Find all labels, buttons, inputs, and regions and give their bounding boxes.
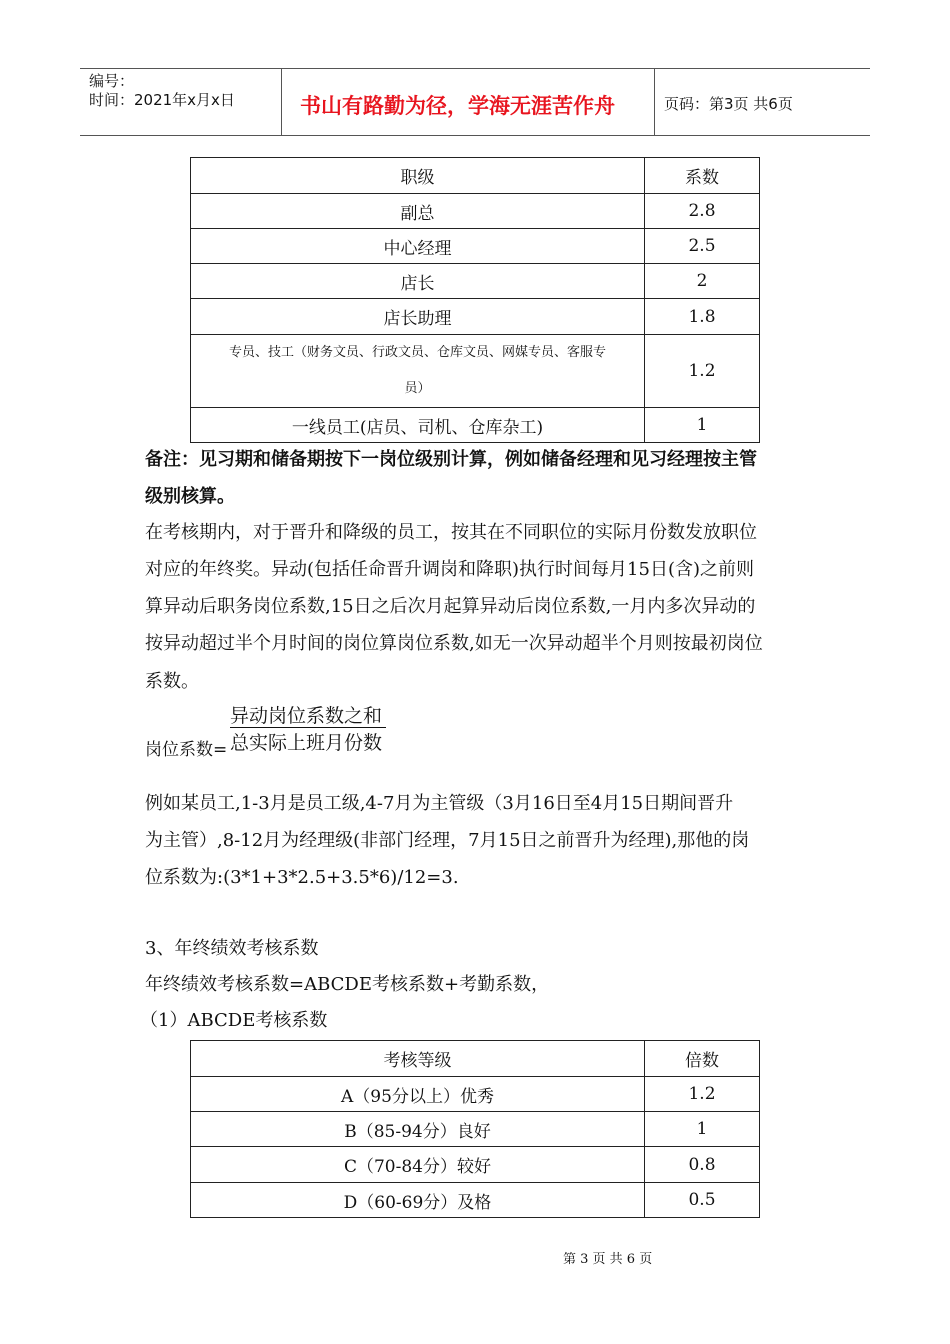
table-row: [191, 194, 760, 229]
paragraph-line: 对应的年终奖。异动(包括任命晋升调岗和降职)执行时间每月15日(含)之前则: [145, 559, 754, 580]
cell: 2.5: [645, 229, 760, 264]
table-header: 职级: [191, 158, 645, 194]
cell: C（70-84分）较好: [191, 1147, 645, 1183]
note-line: 备注：见习期和储备期按下一岗位级别计算，例如储备经理和见习经理按主管: [145, 449, 757, 470]
table-row: [191, 1183, 760, 1218]
section-formula: 年终绩效考核系数=ABCDE考核系数+考勤系数，: [145, 974, 550, 995]
example-line: 位系数为:(3*1+3*2.5+3.5*6)/12=3.: [145, 867, 459, 888]
cell: 0.8: [645, 1147, 760, 1183]
doc-number-label: 编号：: [89, 72, 135, 90]
paragraph-line: 系数。: [145, 671, 199, 692]
note-line: 级别核算。: [145, 486, 235, 507]
subsection-title: （1）ABCDE考核系数: [140, 1010, 328, 1031]
paragraph-line: 算异动后职务岗位系数,15日之后次月起算异动后岗位系数,一月内多次异动的: [145, 596, 756, 617]
header-divider: [281, 68, 282, 135]
table-row: [191, 408, 760, 443]
header-top-rule: [80, 68, 870, 69]
table-row: [191, 335, 760, 408]
paragraph-line: 在考核期内，对于晋升和降级的员工，按其在不同职位的实际月份数发放职位: [145, 522, 757, 543]
table-row: [191, 1077, 760, 1112]
cell: A（95分以上）优秀: [191, 1077, 645, 1112]
cell: 1: [645, 1112, 760, 1147]
cell-line: 员）: [404, 381, 431, 396]
header-motto: 书山有路勤为径，学海无涯苦作舟: [300, 94, 615, 118]
cell: [191, 335, 645, 408]
cell: 1.8: [645, 299, 760, 335]
formula-denominator: 总实际上班月份数: [230, 732, 383, 754]
table-row: [191, 299, 760, 335]
cell: 1.2: [645, 335, 760, 408]
table-row: [191, 229, 760, 264]
section-title: 3、年终绩效考核系数: [145, 938, 319, 959]
cell: 0.5: [645, 1183, 760, 1218]
doc-date-label: 时间：2021年x月x日: [89, 91, 235, 109]
grade-coefficient-table: [190, 157, 760, 443]
cell-line: 专员、技工（财务文员、行政文员、仓库文员、网媒专员、客服专: [228, 345, 606, 360]
cell: 1.2: [645, 1077, 760, 1112]
example-line: 例如某员工,1-3月是员工级,4-7月为主管级（3月16日至4月15日期间晋升: [145, 793, 734, 814]
paragraph-line: 按异动超过半个月时间的岗位算岗位系数,如无一次异动超半个月则按最初岗位: [145, 633, 763, 654]
cell: 店长: [191, 264, 645, 299]
cell: 一线员工(店员、司机、仓库杂工): [191, 408, 645, 443]
page-indicator: 页码：第3页 共6页: [664, 95, 793, 113]
page-footer: 第 3 页 共 6 页: [563, 1252, 653, 1267]
header-divider: [654, 68, 655, 135]
example-line: 为主管）,8-12月为经理级(非部门经理，7月15日之前晋升为经理),那他的岗: [145, 830, 750, 851]
table-header: 倍数: [645, 1041, 760, 1077]
cell: D（60-69分）及格: [191, 1183, 645, 1218]
cell: B（85-94分）良好: [191, 1112, 645, 1147]
formula-numerator: 异动岗位系数之和: [230, 705, 383, 727]
table-row: [191, 1147, 760, 1183]
cell: 1: [645, 408, 760, 443]
table-header: 考核等级: [191, 1041, 645, 1077]
table-row: [191, 264, 760, 299]
cell: 2: [645, 264, 760, 299]
table-header: 系数: [645, 158, 760, 194]
table-row: [191, 1112, 760, 1147]
cell: 2.8: [645, 194, 760, 229]
header-bottom-rule: [80, 135, 870, 136]
cell: 中心经理: [191, 229, 645, 264]
formula-lhs: 岗位系数=: [145, 740, 228, 760]
cell: 店长助理: [191, 299, 645, 335]
cell: 副总: [191, 194, 645, 229]
rating-multiplier-table: [190, 1040, 760, 1218]
